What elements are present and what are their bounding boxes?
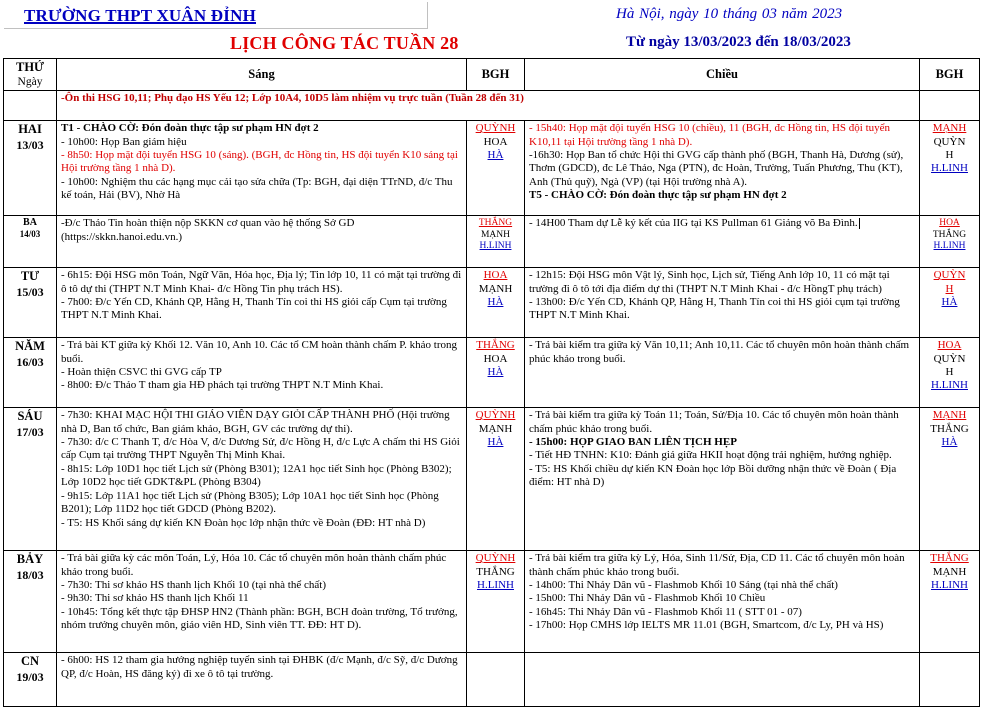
staff-name: QUỲNH <box>475 122 516 135</box>
staff-name: H <box>945 366 954 379</box>
col-bgh-morning-header: BGH <box>467 59 525 91</box>
bgh-morning-cell <box>467 551 525 653</box>
activity-item: - 14h00: Thi Nhảy Dân vũ - Flashmob Khối 10 Sáng (tại nhà thể chất) <box>529 579 838 592</box>
bgh-afternoon-cell <box>920 121 980 216</box>
staff-name: THẮNG <box>476 565 515 578</box>
day-date: 18/03 <box>16 567 44 582</box>
bgh-morning-cell <box>467 121 525 216</box>
schedule-title: LỊCH CÔNG TÁC TUẦN 28 <box>230 33 459 53</box>
morning-activities <box>57 216 467 268</box>
activity-item: - T5: HS Khối chiều dự kiến KN Đoàn học lớp Bồi dưỡng nhận thức về Đoàn ( Địa điểm: HT nhà D) <box>529 462 897 489</box>
bgh-morning-cell <box>467 653 525 707</box>
activity-item: - 17h00: Họp CMHS lớp IELTS MR 11.01 (BGH, Smartcom, đ/c Ly, PH và HS) <box>529 619 884 632</box>
staff-name: THẮNG <box>930 422 969 435</box>
staff-name: HOA <box>939 218 960 229</box>
school-name-box <box>4 2 428 29</box>
day-cell <box>4 551 57 653</box>
activity-item: - Trả bài giữa kỳ các môn Toán, Lý, Hóa 10. Các tổ chuyên môn hoàn thành chấm phúc khảo trong buổi. <box>61 552 447 578</box>
activity-item: - 15h40: Họp mặt đội tuyển HSG 10 (chiều), 11 (BGH, đc Hồng tin, HS đội tuyển K10,11 tại Hội trường tầng 1 nhà D). <box>529 122 891 148</box>
bgh-afternoon-cell <box>920 338 980 408</box>
day-row <box>4 653 980 707</box>
weekly-note: -Ôn thi HSG 10,11; Phụ đạo HS Yếu 12; Lớp 10A4, 10D5 làm nhiệm vụ trực tuần (Tuần 28 đến 31) <box>57 91 920 121</box>
activity-item: - 8h00: Đ/c Thảo T tham gia HĐ phách tại trường THPT N.T Minh Khai. <box>61 379 384 392</box>
staff-name[interactable]: HÀ <box>941 436 958 449</box>
day-date: 19/03 <box>16 669 44 684</box>
afternoon-activities <box>525 216 920 268</box>
table-header-row <box>4 59 980 91</box>
activity-item: - Trả bài kiểm tra giữa kỳ Toán 11; Toán, Sử/Địa 10. Các tổ chuyên môn hoàn thành chấm phúc khảo trong buổi. <box>529 409 899 435</box>
activity-item: - 7h00: Đ/c Yến CD, Khánh QP, Hằng H, Thanh Tín coi thi HS giỏi cấp Cụm tại trường THPT N.T Minh Khai. <box>61 296 447 322</box>
staff-name: THẮNG <box>478 218 513 229</box>
staff-name: HOA <box>937 339 962 352</box>
activity-item: T1 - CHÀO CỜ: Đón đoàn thực tập sư phạm HN đợt 2 <box>61 122 319 135</box>
bgh-morning-cell <box>467 216 525 268</box>
staff-name: H <box>945 149 954 162</box>
activity-item: - 10h45: Tổng kết thực tập ĐHSP HN2 (Thành phần: BGH, BCH đoàn trường, Tổ trưởng, nhóm trưởng chuyên môn, giáo viên HD, Sinh viên TT. ĐĐ: HT D). <box>61 605 458 632</box>
day-row <box>4 216 980 268</box>
day-name: NĂM <box>15 339 45 354</box>
activity-item: - 7h30: đ/c C Thanh T, đ/c Hòa V, đ/c Dương Sử, đ/c Hồng H, đ/c Lực A chấm thi HS Giỏi cấp Cụm tại trường THPT Nguyễn Thị Minh Khai. <box>61 436 460 462</box>
bgh-afternoon-cell <box>920 408 980 551</box>
day-row <box>4 408 980 551</box>
day-cell <box>4 216 57 268</box>
activity-item: - 14H00 Tham dự Lễ ký kết của IIG tại KS Pullman 61 Giảng võ Ba Đình. <box>529 217 858 230</box>
activity-item: - 9h15: Lớp 11A1 học tiết Lịch sử (Phòng B305); Lớp 10A1 học tiết Sinh học (Phòng B201); Lớp 11D2 học tiết GDCD (Phòng B202). <box>61 489 439 516</box>
staff-name[interactable]: H.LINH <box>933 241 966 252</box>
activity-item: -16h30: Họp Ban tổ chức Hội thi GVG cấp thành phố (BGH, Thanh Hà, Dương (sử), Thơm (GDCD), đc Lê Thảo, Nga (PTN), đc Hoàn, Trường, Tuấn Phương, Thu (KT), Anh (Thủ quỹ), Ngà (VP) (tại Hội trường nhà A). <box>529 149 904 188</box>
staff-name: THẮNG <box>930 552 969 565</box>
staff-name: QUỲN <box>933 352 966 365</box>
bgh-afternoon-cell <box>920 216 980 268</box>
day-cell <box>4 121 57 216</box>
staff-name: MẠNH <box>932 409 967 422</box>
staff-name: HOA <box>483 135 508 148</box>
day-name: CN <box>20 654 40 669</box>
day-date: 16/03 <box>16 354 44 369</box>
activity-item: - 8h50: Họp mặt đội tuyển HSG 10 (sáng). (BGH, đc Hồng tin, HS đội tuyển K10 sáng tại Hội trường tầng 1 nhà D). <box>61 149 458 175</box>
day-name: BẢY <box>16 552 44 567</box>
activity-item: - 10h00: Nghiệm thu các hạng mục cải tạo sửa chữa (Tp: BGH, đại diện TTrND, đ/c Thu kế toán, Hải (BV), Nhờ Hà <box>61 175 453 202</box>
staff-name[interactable]: H.LINH <box>479 241 512 252</box>
text-cursor <box>859 218 860 229</box>
activity-item: - 15h00: HỌP GIAO BAN LIÊN TỊCH HẸP <box>529 436 737 449</box>
activity-item: - Trả bài kiểm tra giữa kỳ Lý, Hóa, Sinh 11/Sử, Địa, CD 11. Các tổ chuyên môn hoàn thành chấm phúc khảo trong buổi. <box>529 552 905 578</box>
staff-name: HOA <box>483 352 508 365</box>
morning-activities <box>57 653 467 707</box>
afternoon-activities <box>525 338 920 408</box>
staff-name[interactable]: H.LINH <box>477 579 514 592</box>
staff-name[interactable]: HÀ <box>487 366 504 379</box>
staff-name: MẠNH <box>478 422 513 435</box>
staff-name[interactable]: H.LINH <box>931 162 968 175</box>
activity-item: - 12h15: Đội HSG môn Vật lý, Sinh học, Lịch sử, Tiếng Anh lớp 10, 11 có mặt tại trường đi ô tô tới địa điểm dự thi (THPT N.T Minh Khai - đ/c HồngT phụ trách) <box>529 269 890 295</box>
staff-name: MẠNH <box>480 229 511 240</box>
morning-activities <box>57 551 467 653</box>
bgh-afternoon-cell <box>920 653 980 707</box>
activity-item: T5 - CHÀO CỜ: Đón đoàn thực tập sư phạm HN đợt 2 <box>529 189 787 202</box>
day-name: TƯ <box>20 269 40 284</box>
staff-name[interactable]: H.LINH <box>931 579 968 592</box>
staff-name[interactable]: HÀ <box>941 296 958 309</box>
activity-item: - Tiết HĐ TNHN: K10: Đánh giá giữa HKII hoạt động trải nghiệm, hướng nghiệp. <box>529 449 892 462</box>
staff-name[interactable]: HÀ <box>487 149 504 162</box>
day-date: 13/03 <box>16 137 44 152</box>
col-bgh-afternoon-header: BGH <box>920 59 980 91</box>
title-row <box>0 30 1005 58</box>
document-header <box>0 0 1005 30</box>
staff-name[interactable]: H.LINH <box>931 379 968 392</box>
col-day-label: THỨ <box>15 60 44 74</box>
school-name: TRƯỜNG THPT XUÂN ĐỈNH <box>24 6 256 25</box>
activity-item: -Đ/c Thảo Tin hoàn thiện nộp SKKN cơ quan vào hệ thống Sở GD (https://skkn.hanoi.edu.vn.) <box>61 217 355 243</box>
activity-item: - 6h00: HS 12 tham gia hướng nghiệp tuyển sinh tại ĐHBK (đ/c Mạnh, đ/c Sỹ, đ/c Dương QP, đ/c Hoàn, HS đăng ký) đi xe ô tô tại trường. <box>61 654 458 680</box>
day-cell <box>4 338 57 408</box>
day-cell <box>4 653 57 707</box>
activity-item: - 13h00: Đ/c Yến CD, Khánh QP, Hằng H, Thanh Tín coi thi HS giỏi cụm tại trường THPT N.T Minh Khai. <box>529 296 900 322</box>
activity-item: - Trả bài kiểm tra giữa kỳ Văn 10,11; Anh 10,11. Các tổ chuyên môn hoàn thành chấm phúc khảo trong buổi. <box>529 339 910 365</box>
day-date: 14/03 <box>19 229 41 240</box>
afternoon-activities <box>525 121 920 216</box>
bgh-afternoon-cell <box>920 268 980 338</box>
morning-activities <box>57 408 467 551</box>
col-day-header <box>4 59 57 91</box>
morning-activities <box>57 338 467 408</box>
staff-name: QUỲN <box>933 135 966 148</box>
day-row <box>4 121 980 216</box>
col-morning-header: Sáng <box>57 59 467 91</box>
activity-item: - 9h30: Thi sơ khảo HS thanh lịch Khối 11 <box>61 592 249 605</box>
morning-activities <box>57 268 467 338</box>
staff-name: QUỲN <box>933 269 966 282</box>
staff-name: THẮNG <box>476 339 515 352</box>
day-name: HAI <box>18 122 42 137</box>
bgh-afternoon-cell <box>920 551 980 653</box>
note-empty-cell <box>4 91 57 121</box>
col-afternoon-header: Chiều <box>525 59 920 91</box>
day-cell <box>4 408 57 551</box>
staff-name: MẠNH <box>932 565 967 578</box>
afternoon-activities <box>525 408 920 551</box>
activity-item: - 16h45: Thi Nhảy Dân vũ - Flashmob Khối 11 ( STT 01 - 07) <box>529 605 802 618</box>
staff-name: THẮNG <box>932 229 967 240</box>
morning-activities <box>57 121 467 216</box>
col-day-sublabel: Ngày <box>17 76 43 89</box>
day-date: 15/03 <box>16 284 44 299</box>
afternoon-activities <box>525 268 920 338</box>
staff-name: QUỲNH <box>475 409 516 422</box>
activity-item: - T5: HS Khối sáng dự kiến KN Đoàn học lớp nhận thức về Đoàn (ĐĐ: HT nhà D) <box>61 516 426 529</box>
day-name: BA <box>23 217 37 229</box>
staff-name[interactable]: HÀ <box>487 436 504 449</box>
date-range: Từ ngày 13/03/2023 đến 18/03/2023 <box>626 34 851 50</box>
day-row <box>4 268 980 338</box>
day-row <box>4 338 980 408</box>
bgh-morning-cell <box>467 268 525 338</box>
activity-item: - 10h00: Họp Ban giám hiệu <box>61 135 187 148</box>
day-cell <box>4 268 57 338</box>
afternoon-activities <box>525 653 920 707</box>
activity-item: - 7h30: Thi sơ khảo HS thanh lịch Khối 10 (tại nhà thể chất) <box>61 579 326 592</box>
activity-item: - 6h15: Đội HSG môn Toán, Ngữ Văn, Hóa học, Địa lý; Tin lớp 10, 11 có mặt tại trường đi ô tô dự thi (THPT N.T Minh Khai- đ/c Hồng Tin phụ trách HS). <box>61 269 462 295</box>
bgh-morning-cell <box>467 408 525 551</box>
issue-date: Hà Nội, ngày 10 tháng 03 năm 2023 <box>616 6 843 22</box>
activity-item: - Trả bài KT giữa kỳ Khối 12. Văn 10, Anh 10. Các tổ CM hoàn thành chấm P. khảo trong buổi. <box>61 339 458 365</box>
activity-item: - 7h30: KHAI MẠC HỘI THI GIÁO VIÊN DẠY GIỎI CẤP THÀNH PHỐ (Hội trường nhà D, Ban tổ chức, Ban giám khảo, BGH, GV các trường dự thi). <box>61 409 450 435</box>
staff-name: MẠNH <box>932 122 967 135</box>
staff-name: QUỲNH <box>475 552 516 565</box>
bgh-morning-cell <box>467 338 525 408</box>
staff-name: HOA <box>483 269 508 282</box>
schedule-table <box>3 58 980 707</box>
activity-item: - 8h15: Lớp 10D1 học tiết Lịch sử (Phòng B301); 12A1 học tiết Sinh học (Phòng B302); Lớp 10D2 học tiết GDKT&PL (Phòng B304) <box>61 462 452 489</box>
activity-item: - 15h00: Thi Nhảy Dân vũ - Flashmob Khối 10 Chiều <box>529 592 766 605</box>
afternoon-activities <box>525 551 920 653</box>
day-row <box>4 551 980 653</box>
note-empty-cell-right <box>920 91 980 121</box>
staff-name[interactable]: HÀ <box>487 296 504 309</box>
activity-item: - Hoàn thiện CSVC thi GVG cấp TP <box>61 366 222 379</box>
staff-name: MẠNH <box>478 282 513 295</box>
day-date: 17/03 <box>16 424 44 439</box>
staff-name: H <box>945 282 954 295</box>
weekly-note-row <box>4 91 980 121</box>
day-name: SÁU <box>17 409 43 424</box>
